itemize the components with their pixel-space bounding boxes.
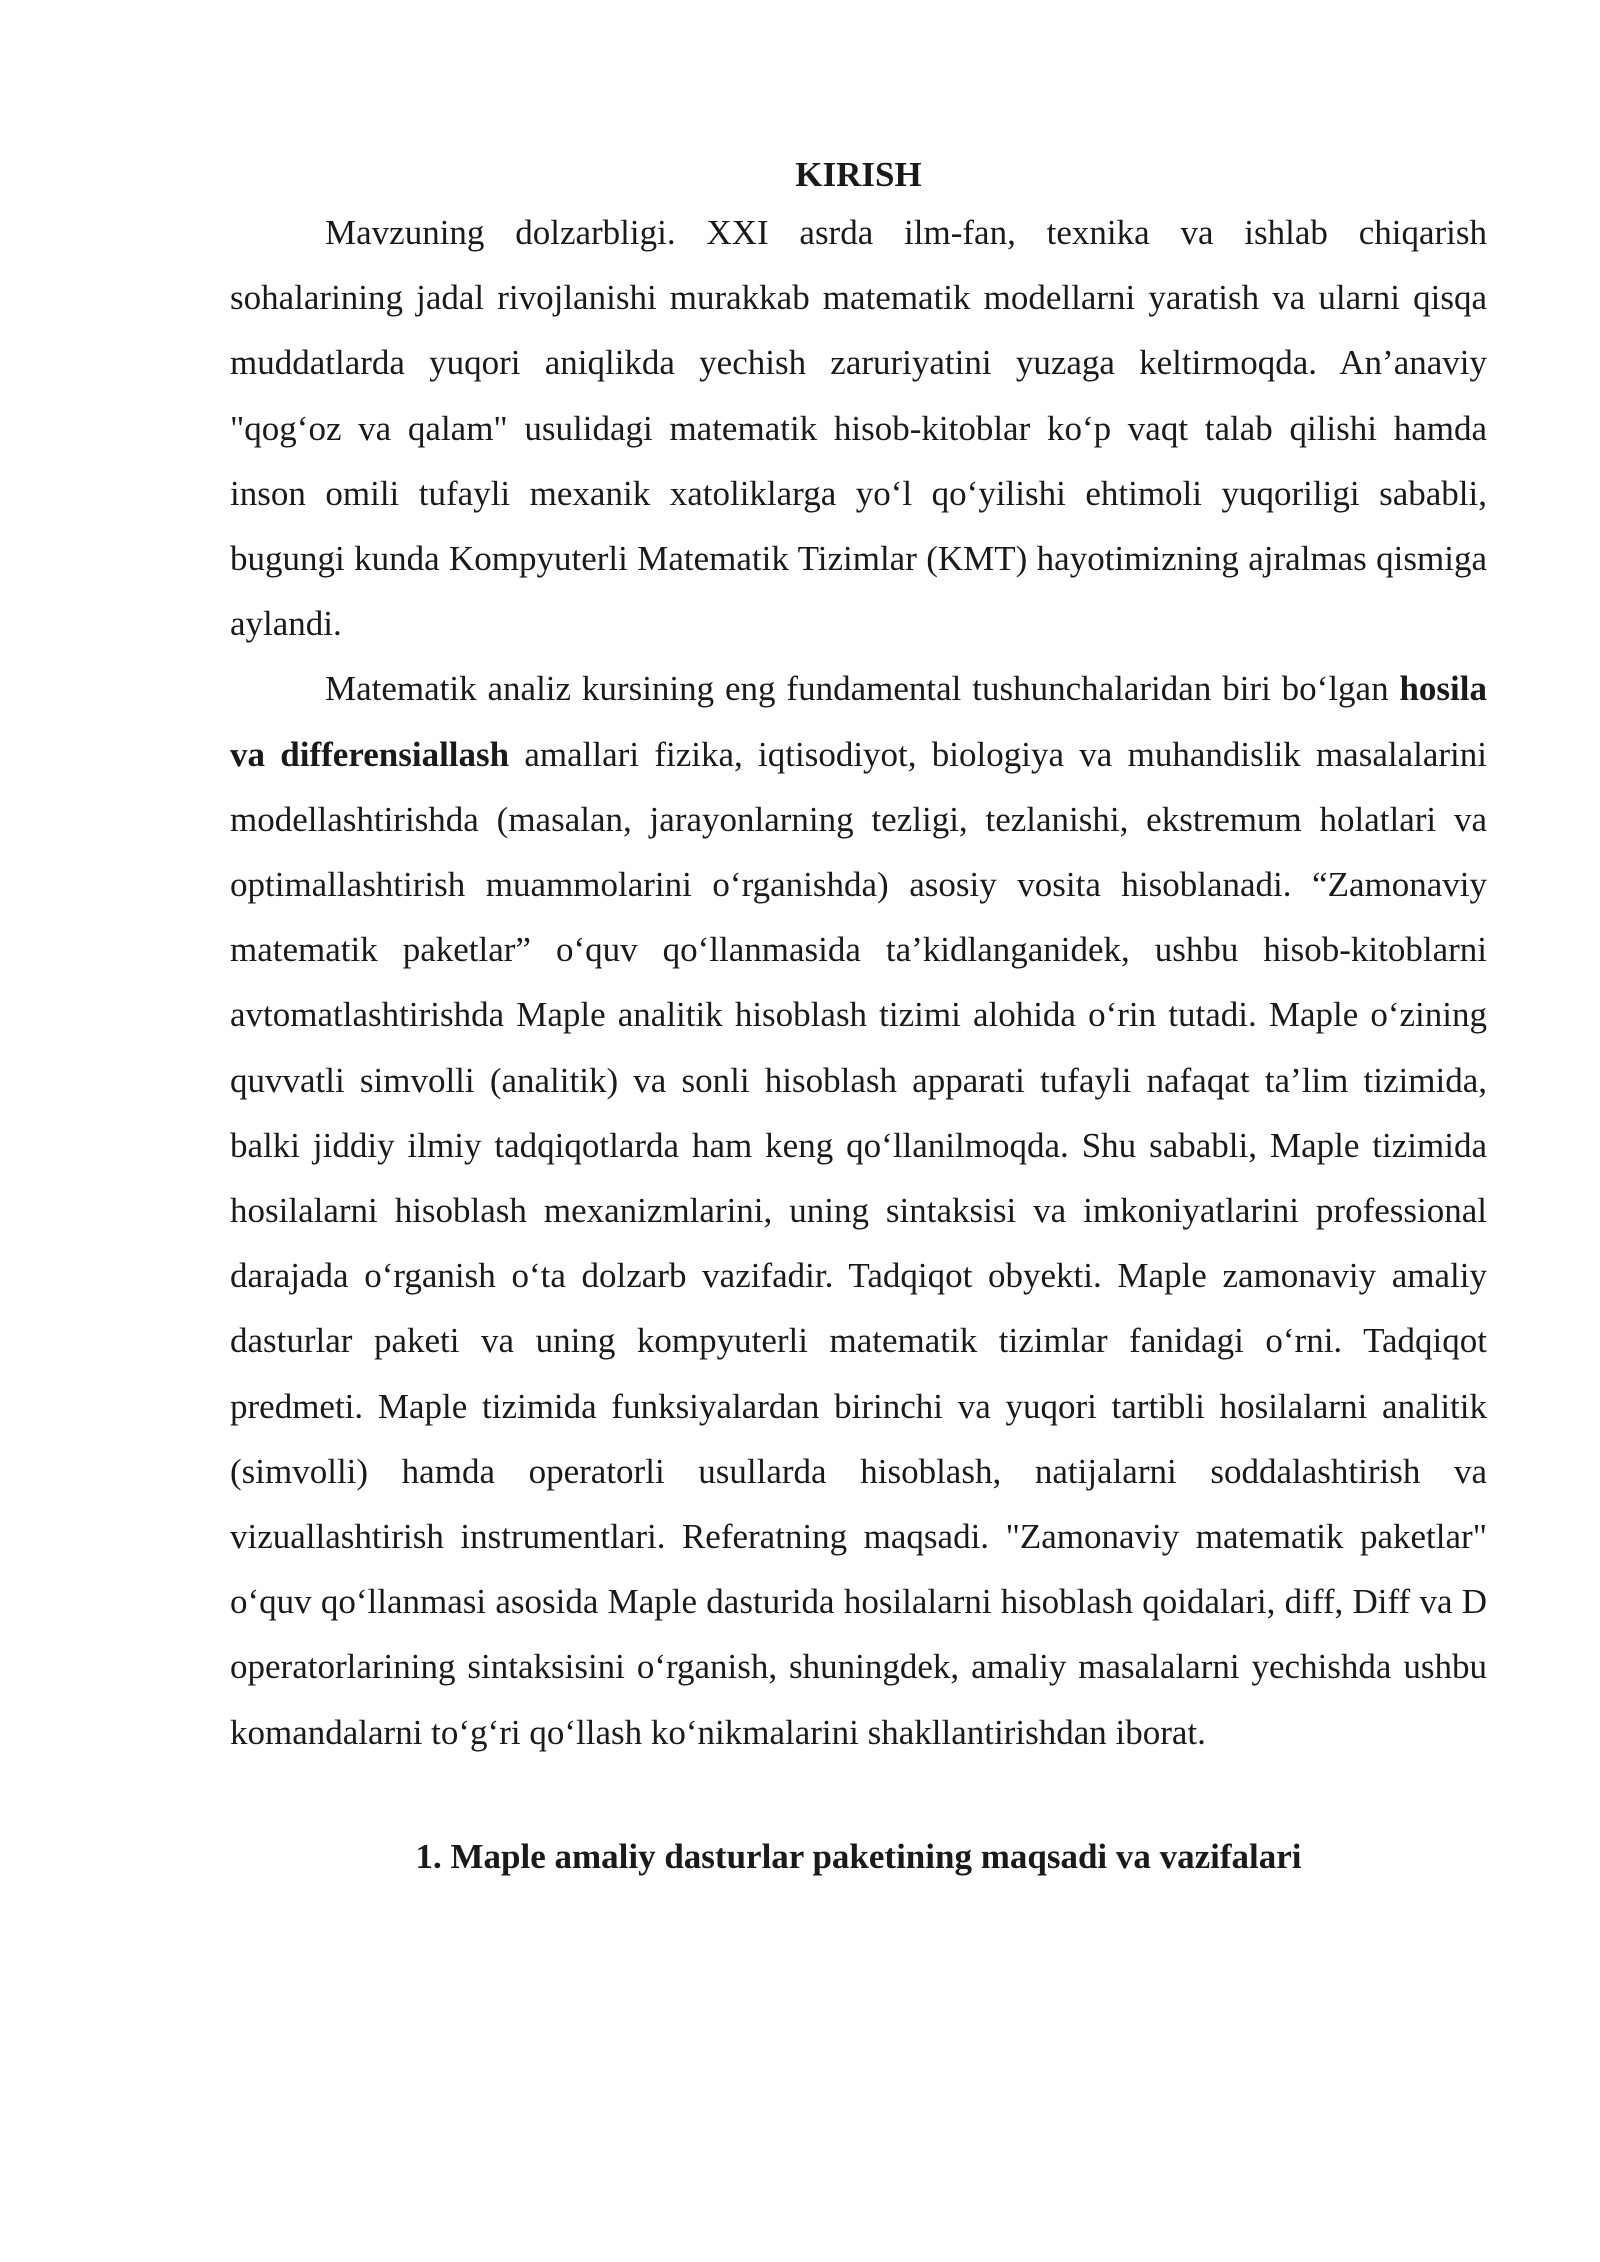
paragraph-derivatives-intro: Matematik analiz kursining eng fundamental tushunchalaridan biri bo‘lgan — [325, 669, 1400, 709]
document-body — [230, 150, 1487, 1889]
paragraph-derivatives-bold-term: hosila va differensiallash — [230, 669, 1487, 774]
page-title: KIRISH — [795, 155, 922, 194]
section-heading: 1. Maple amaliy dasturlar paketining maqsadi va vazifalari — [415, 1836, 1302, 1876]
paragraph-derivatives-rest: amallari fizika, iqtisodiyot, biologiya va muhandislik masalalarini modellashtirishda (masalan, jarayonlarning tezligi, tezlanishi, ekstremum holatlari va optimallashtirish muammolarini o‘rganishda) asosiy vosita hisoblanadi. “Zamonaviy matematik paketlar” o‘quv qo‘llanmasida ta’kidlanganidek, ushbu hisob-kitoblarni avtomatlashtirishda Maple analitik hisoblash tizimi alohida o‘rin tutadi. Maple o‘zining quvvatli simvolli (analitik) va sonli hisoblash apparati tufayli nafaqat ta’lim tizimida, balki jiddiy ilmiy tadqiqotlarda ham keng qo‘llanilmoqda. Shu sababli, Maple tizimida hosilalarni hisoblash mexanizmlarini, uning sintaksisi va imkoniyatlarini professional darajada o‘rganish o‘ta dolzarb vazifadir. Tadqiqot obyekti. Maple zamonaviy amaliy dasturlar paketi va uning kompyuterli matematik tizimlar fanidagi o‘rni. Tadqiqot predmeti. Maple tizimida funksiyalardan birinchi va yuqori tartibli hosilalarni analitik (simvolli) hamda operatorli usullarda hisoblash, natijalarni soddalashtirish va vizuallashtirish instrumentlari. Referatning maqsadi. "Zamonaviy matematik paketlar" o‘quv qo‘llanmasi asosida Maple dasturida hosilalarni hisoblash qoidalari, diff, Diff va D operatorlarining sintaksisini o‘rganish, shuningdek, amaliy masalalarni yechishda ushbu komandalarni to‘g‘ri qo‘llash ko‘nikmalarini shakllantirishdan iborat. — [230, 734, 1487, 1752]
paragraph-relevance: Mavzuning dolzarbligi. XXI asrda ilm-fan, texnika va ishlab chiqarish sohalarining jadal rivojlanishi murakkab matematik modellarni yaratish va ularni qisqa muddatlarda yuqori aniqlikda yechish zaruriyatini yuzaga keltirmoqda. An’anaviy "qog‘oz va qalam" usulidagi matematik hisob-kitoblar ko‘p vaqt talab qilishi hamda inson omili tufayli mexanik xatoliklarga yo‘l qo‘yilishi ehtimoli yuqoriligi sababli, bugungi kunda Kompyuterli Matematik Tizimlar (KMT) hayotimizning ajralmas qismiga aylandi. — [230, 213, 1487, 644]
paragraph-derivatives — [230, 656, 1487, 1764]
